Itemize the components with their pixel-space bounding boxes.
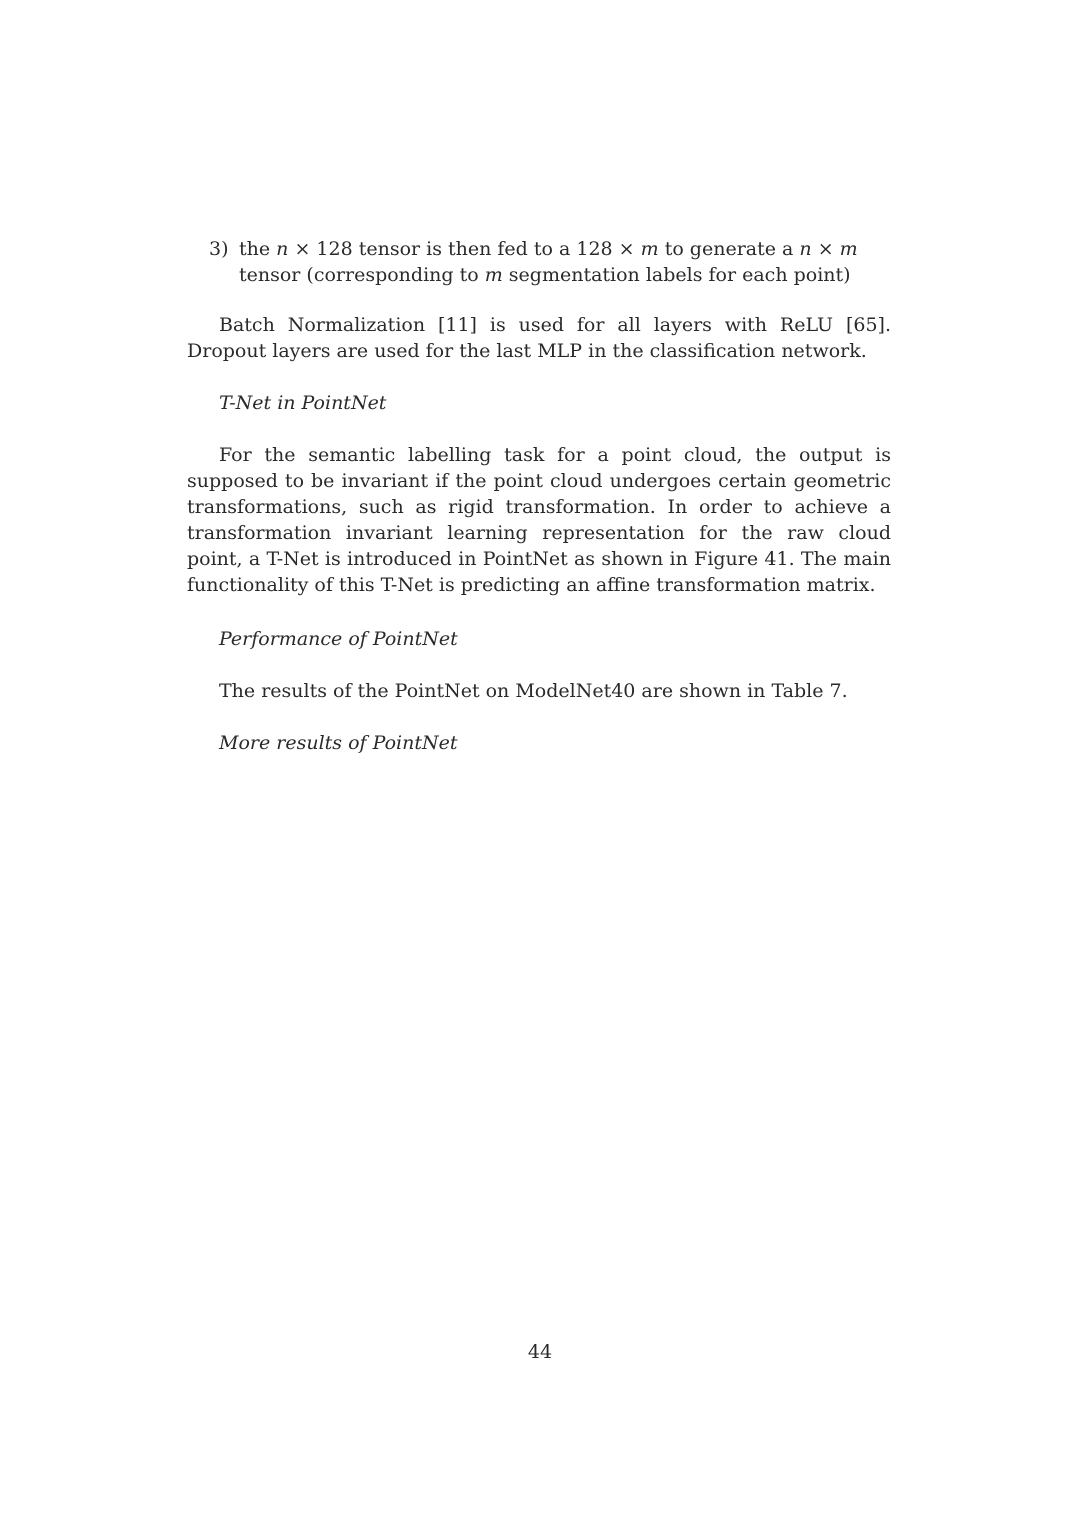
- math-m: m: [484, 264, 503, 286]
- list-text-a: the: [239, 238, 277, 260]
- list-marker: 3): [209, 238, 229, 260]
- heading-tnet: T-Net in PointNet: [219, 392, 387, 414]
- math-m: m: [640, 238, 659, 260]
- math-n: n: [276, 238, 289, 260]
- math-m: m: [839, 238, 858, 260]
- paragraph-performance: The results of the PointNet on ModelNet40 are shown in Table 7.: [219, 680, 848, 702]
- list-text-d: ×: [811, 238, 840, 260]
- list-text-c: to generate a: [658, 238, 800, 260]
- list-item-3: [187, 236, 891, 288]
- paragraph-tnet: For the semantic labelling task for a point cloud, the output is supposed to be invariant if the point cloud undergoes certain geometric transformations, such as rigid transformation. In order to achieve a transformation invariant learning representation for the raw cloud point, a T-Net is introduced in PointNet as shown in Figure 41. The main functionality of this T-Net is predicting an affine transformation matrix.: [187, 444, 891, 596]
- list-text-b: × 128 tensor is then fed to a 128 ×: [288, 238, 641, 260]
- heading-more-results: More results of PointNet: [219, 732, 458, 754]
- list-text-e: tensor (corresponding to: [239, 264, 485, 286]
- page-number: 44: [527, 1341, 553, 1363]
- heading-performance: Performance of PointNet: [219, 628, 458, 650]
- math-n: n: [799, 238, 812, 260]
- list-text-f: segmentation labels for each point): [502, 264, 851, 286]
- paragraph-batch-normalization: Batch Normalization [11] is used for all layers with ReLU [65]. Dropout layers are used for the last MLP in the classification network.: [187, 314, 891, 362]
